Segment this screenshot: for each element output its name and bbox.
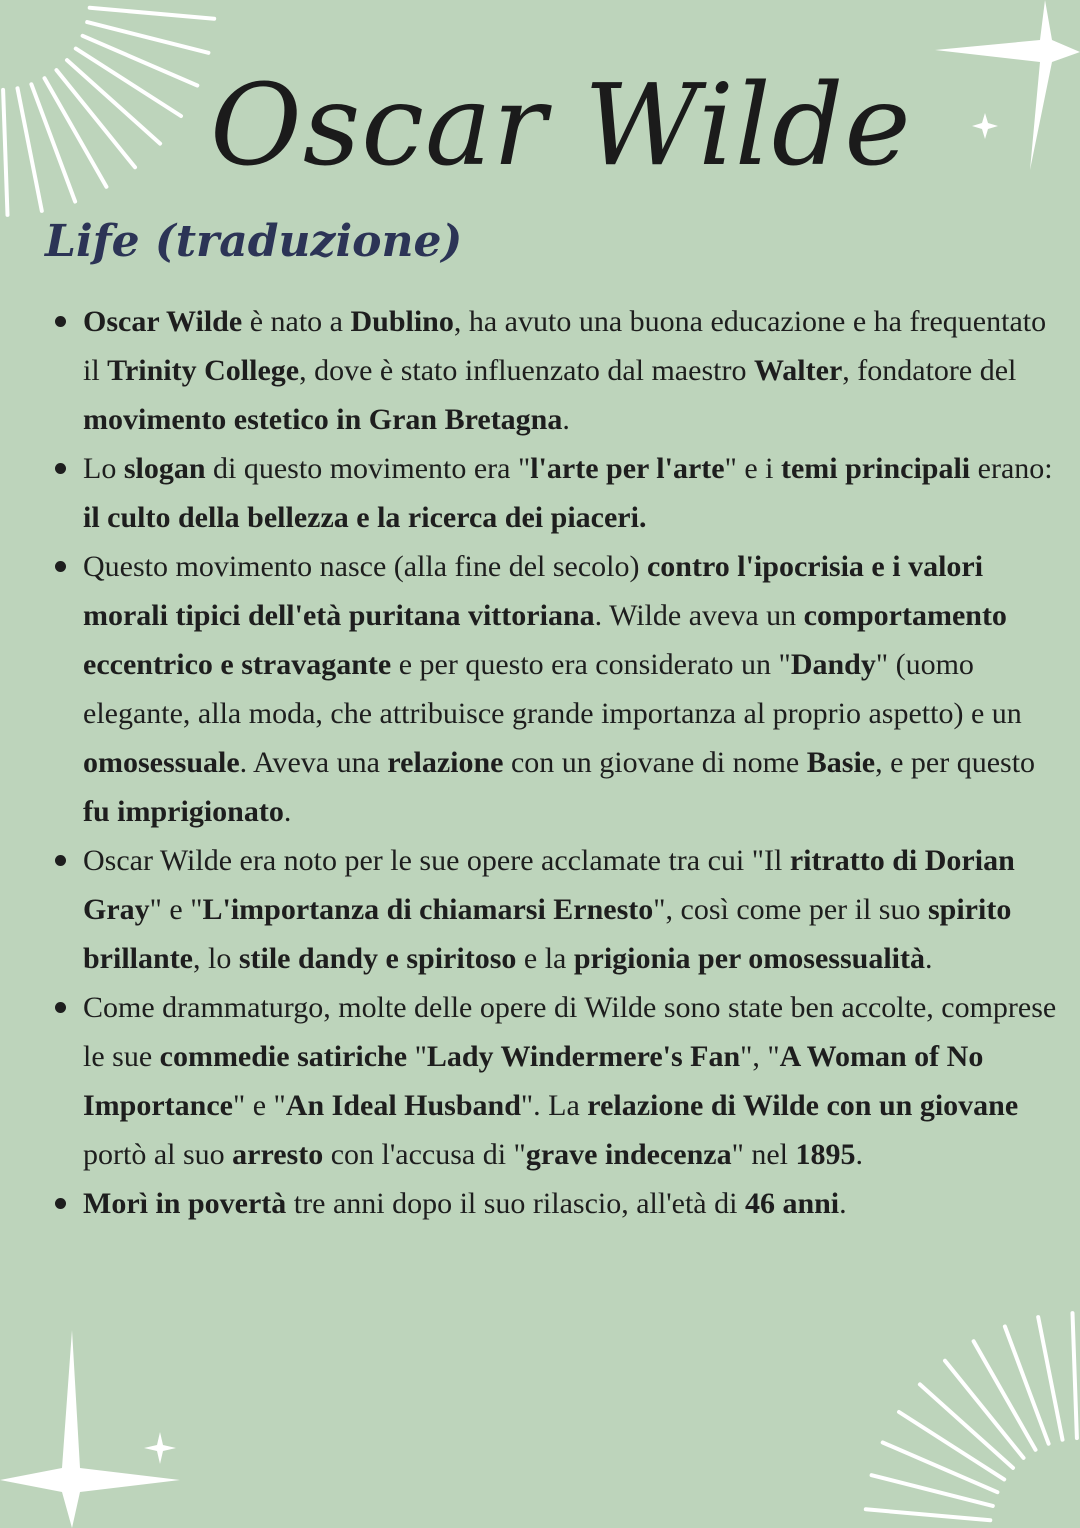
text-run: , lo [193, 942, 239, 975]
bold-text: An Ideal Husband [285, 1089, 521, 1122]
bold-text: movimento estetico in Gran Bretagna [83, 403, 563, 436]
bold-text: Morì in povertà [83, 1187, 287, 1220]
bold-text: A Woman of No Importance [83, 1040, 984, 1122]
text-run: . [562, 403, 570, 436]
bullet-dot-icon [55, 316, 66, 327]
bold-text: contro l'ipocrisia e i valori morali tipici dell'età puritana vittoriana [83, 550, 984, 632]
text-run: , ha avuto una buona educazione e ha frequentato il [83, 305, 1047, 387]
small-sparkle-icon [144, 1432, 176, 1464]
bullet-dot-icon [55, 1002, 66, 1013]
bold-text: commedie satiriche [159, 1040, 408, 1073]
ray-line [18, 88, 42, 211]
bold-text: Trinity College [107, 354, 300, 387]
bold-text: Lady Windermere's Fan [426, 1040, 741, 1073]
ray-line [45, 78, 107, 187]
ray-line [31, 84, 75, 201]
text-run: " e " [232, 1089, 286, 1122]
text-run: e per questo era considerato un " [391, 648, 791, 681]
bold-text: spirito brillante [83, 893, 1012, 975]
ray-line [87, 22, 208, 53]
text-run: Lo [83, 452, 124, 485]
text-run: . [924, 942, 933, 975]
text-run: ". La [520, 1089, 588, 1122]
text-run: . [855, 1138, 863, 1171]
text-run: tre anni dopo il suo rilascio, all'età di [286, 1187, 745, 1220]
text-run: Come drammaturgo, molte delle opere di Wilde sono state ben accolte, comprese le sue [83, 991, 1057, 1073]
bold-text: arresto [232, 1138, 324, 1171]
bullet-list [38, 297, 1063, 1228]
ray-line [90, 8, 215, 19]
bullet-dot-icon [55, 855, 66, 866]
ray-line [3, 90, 7, 215]
ray-line [83, 36, 198, 86]
text-run: e la [516, 942, 574, 975]
section-subtitle: Life (traduzione) [45, 216, 463, 267]
text-run: di questo movimento era " [205, 452, 531, 485]
text-run: con l'accusa di " [323, 1138, 526, 1171]
text-run: . [839, 1187, 847, 1220]
ray-line [1038, 1317, 1062, 1440]
bold-text: Basie [806, 746, 876, 779]
text-run: . [283, 795, 292, 828]
sunburst-icon [3, 8, 214, 215]
text-run: è nato a [242, 305, 351, 338]
ray-line [920, 1384, 1013, 1468]
ray-line [872, 1475, 993, 1506]
bold-text: il culto della bellezza e la ricerca dei piaceri. [83, 501, 647, 534]
bold-text: temi principali [780, 452, 971, 485]
list-item [38, 297, 1063, 444]
text-run: , fondatore del [842, 354, 1017, 387]
ray-line [883, 1443, 998, 1493]
bold-text: 1895 [795, 1138, 856, 1171]
small-sparkle-icon [972, 113, 998, 139]
bullet-dot-icon [55, 463, 66, 474]
text-run: ", così come per il suo [653, 893, 928, 926]
text-run: ", " [740, 1040, 780, 1073]
list-item [38, 836, 1063, 983]
bold-text: comportamento eccentrico e stravagante [83, 599, 1007, 681]
text-run: " (uomo elegante, alla moda, che attribuisce grande importanza al proprio aspetto) e un [83, 648, 1022, 730]
list-item [38, 444, 1063, 542]
text-run: , e per questo [875, 746, 1036, 779]
bold-text: grave indecenza [525, 1138, 732, 1171]
text-run: Oscar Wilde era noto per le sue opere acclamate tra cui "Il [83, 844, 790, 877]
text-run: " e " [149, 893, 203, 926]
sparkle-star-icon [935, 0, 1080, 170]
text-run: " e i [724, 452, 781, 485]
list-item [38, 542, 1063, 836]
bold-text: L'importanza di chiamarsi Ernesto [202, 893, 654, 926]
page-title: Oscar Wilde [210, 61, 912, 191]
list-item [38, 983, 1063, 1179]
bold-text: Walter [753, 354, 843, 387]
bold-text: Dublino [350, 305, 454, 338]
ray-line [1073, 1313, 1077, 1438]
bold-text: Oscar Wilde [83, 305, 243, 338]
bullet-dot-icon [55, 561, 66, 572]
text-run: " nel [731, 1138, 796, 1171]
text-run: Questo movimento nasce (alla fine del secolo) [83, 550, 647, 583]
text-run: . Wilde aveva un [594, 599, 804, 632]
ray-line [67, 60, 160, 144]
bold-text: omosessuale [83, 746, 240, 779]
bullet-dot-icon [55, 1198, 66, 1209]
bold-text: ritratto di Dorian Gray [83, 844, 1015, 926]
ray-line [866, 1509, 991, 1520]
bold-text: Dandy [790, 648, 876, 681]
text-run: , dove è stato influenzato dal maestro [299, 354, 754, 387]
bold-text: stile dandy e spiritoso [238, 942, 517, 975]
text-run: portò al suo [83, 1138, 233, 1171]
text-run: con un giovane di nome [503, 746, 807, 779]
ray-line [1005, 1327, 1049, 1444]
ray-line [76, 49, 181, 116]
ray-line [57, 70, 136, 167]
bold-text: fu imprigionato [83, 795, 284, 828]
bold-text: relazione [387, 746, 504, 779]
list-item [38, 1179, 1063, 1228]
bold-text: prigionia per omosessualità [573, 942, 925, 975]
sunburst-icon [866, 1313, 1077, 1520]
sparkle-star-icon [0, 1330, 180, 1528]
bold-text: l'arte per l'arte [530, 452, 725, 485]
text-run: " [407, 1040, 427, 1073]
ray-line [945, 1361, 1024, 1458]
ray-line [974, 1341, 1036, 1450]
ray-line [899, 1412, 1004, 1479]
text-run: erano: [970, 452, 1053, 485]
bold-text: slogan [123, 452, 206, 485]
bold-text: 46 anni [744, 1187, 840, 1220]
text-run: . Aveva una [239, 746, 388, 779]
bold-text: relazione di Wilde con un giovane [587, 1089, 1019, 1122]
